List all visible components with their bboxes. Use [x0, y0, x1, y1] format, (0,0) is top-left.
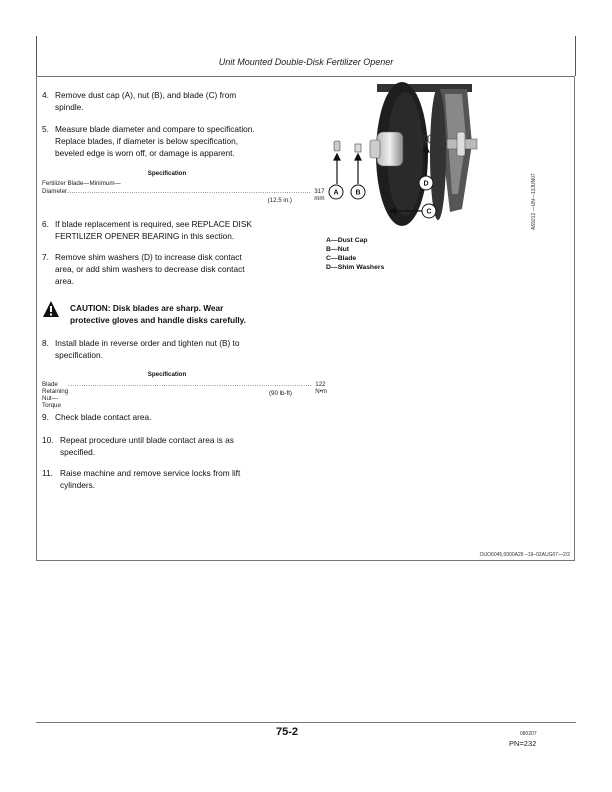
figure-legend: A—Dust Cap B—Nut C—Blade D—Shim Washers: [326, 237, 385, 271]
footer-rule: [36, 722, 576, 723]
page-code: PN=232: [509, 739, 537, 748]
figure-id: A69212 —UN—13JUN07: [531, 173, 537, 230]
spec-row: Blade Retaining Nut—Torque .............................................................................................................. 122 N•m: [42, 381, 328, 409]
spec-value-alt: (90 lb-ft): [268, 390, 292, 397]
step-8: 8. Install blade in reverse order and tighten nut (B) to specification.: [42, 338, 240, 360]
callout-d: D: [423, 180, 429, 188]
step-10: 10. Repeat procedure until blade contact area is as specified.: [42, 435, 234, 457]
footer-date: 080207: [520, 731, 537, 737]
disk-opener-figure: [322, 84, 527, 232]
callout-c: C: [426, 208, 432, 216]
spec-heading: Specification: [147, 170, 187, 177]
step-4: 4. Remove dust cap (A), nut (B), and blade (C) from spindle.: [42, 90, 237, 112]
spec-heading: Specification: [147, 371, 187, 378]
step-9: 9. Check blade contact area.: [42, 412, 152, 422]
caution-text: CAUTION: Disk blades are sharp. Wear protective gloves and handle disks carefully.: [70, 303, 246, 325]
section-title: Unit Mounted Double-Disk Fertilizer Opener: [218, 57, 394, 67]
frame-line-right: [575, 36, 576, 76]
spec-row: Diameter .............................................................................................................. 317 mm: [42, 188, 325, 202]
frame-line-left: [36, 36, 37, 76]
page-number: 75-2: [276, 726, 299, 738]
step-6: 6. If blade replacement is required, see REPLACE DISK FERTILIZER OPENER BEARING in this section.: [42, 219, 252, 241]
spec-value-alt: (12.5 in.): [267, 197, 292, 204]
spec-label: Fertilizer Blade—Minimum—: [42, 180, 121, 187]
step-7: 7. Remove shim washers (D) to increase disk contact area, or add shim washers to decrease disk contact area.: [42, 252, 245, 286]
step-5: 5. Measure blade diameter and compare to specification. Replace blades, if diameter is below specification, beveled edge is worn off, or damage is apparent.: [42, 124, 255, 158]
warning-icon: [42, 300, 60, 318]
step-11: 11. Raise machine and remove service locks from lift cylinders.: [42, 468, 241, 490]
reference-code: OUO6045,0000A26 –19–02AUG07—2/2: [479, 552, 570, 558]
callout-b: B: [355, 189, 361, 197]
callout-a: A: [333, 189, 339, 197]
